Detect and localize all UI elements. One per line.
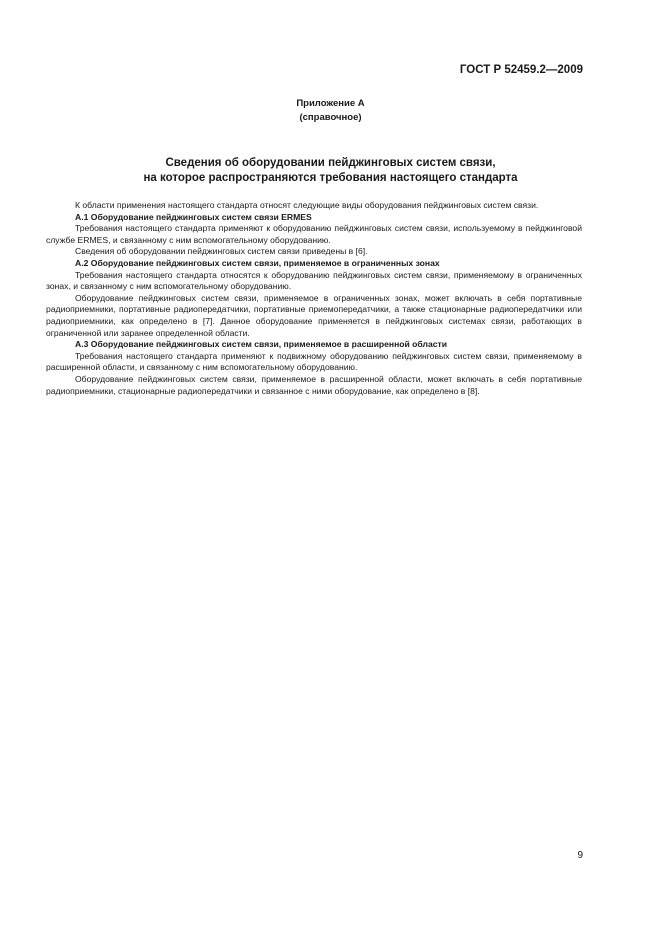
document-body	[46, 200, 582, 397]
section-heading: А.2 Оборудование пейджинговых систем связи, применяемое в ограниченных зонах	[75, 257, 440, 268]
title-line-2: на которое распространяются требования настоящего стандарта	[143, 172, 518, 184]
paragraph: Требования настоящего стандарта относятся к оборудованию пейджинговых систем связи, применяемому в ограниченных зонах, и связанному с ним вспомогательному оборудованию.	[46, 269, 582, 292]
section-heading: А.1 Оборудование пейджинговых систем связи ERMES	[75, 211, 312, 222]
annex-type: (справочное)	[299, 112, 362, 123]
section-heading: А.3 Оборудование пейджинговых систем связи, применяемое в расширенной области	[75, 339, 448, 350]
standard-code: ГОСТ Р 52459.2—2009	[459, 64, 583, 76]
paragraph: Сведения об оборудовании пейджинговых систем связи приведены в [6].	[75, 246, 368, 257]
intro-paragraph: К области применения настоящего стандарта относят следующие виды оборудования пейджинговых систем связи.	[75, 200, 539, 210]
paragraph: Требования настоящего стандарта применяют к оборудованию пейджинговых систем связи, используемому в пейджинговой службе ERMES, и связанному с ним вспомогательному оборудованию.	[46, 223, 582, 245]
paragraph: Оборудование пейджинговых систем связи, применяемое в расширенной области, может включать в себя портативные радиоприемники, стационарные радиопередатчики и связанное с ними оборудование, как определено в [8].	[46, 373, 582, 396]
paragraph: Требования настоящего стандарта применяют к подвижному оборудованию пейджинговых систем связи, применяемому в расширенной области, и связанному с ним вспомогательному оборудованию.	[46, 350, 582, 373]
annex-heading	[0, 97, 661, 125]
annex-label: Приложение А	[296, 98, 365, 109]
paragraph: Оборудование пейджинговых систем связи, применяемое в ограниченных зонах, может включать в себя портативные радиоприемники, портативные радиопередатчики, портативные приемопередатчики, а также стационарные радиопередатчики или радиоприемники, как определено в [7]. Данное оборудование применяется в пейджинговых системах связи, работающих в ограниченной или заранее определенной области.	[46, 292, 582, 338]
document-title	[0, 156, 661, 186]
title-line-1: Сведения об оборудовании пейджинговых систем связи,	[165, 157, 496, 169]
page-number: 9	[577, 850, 583, 861]
